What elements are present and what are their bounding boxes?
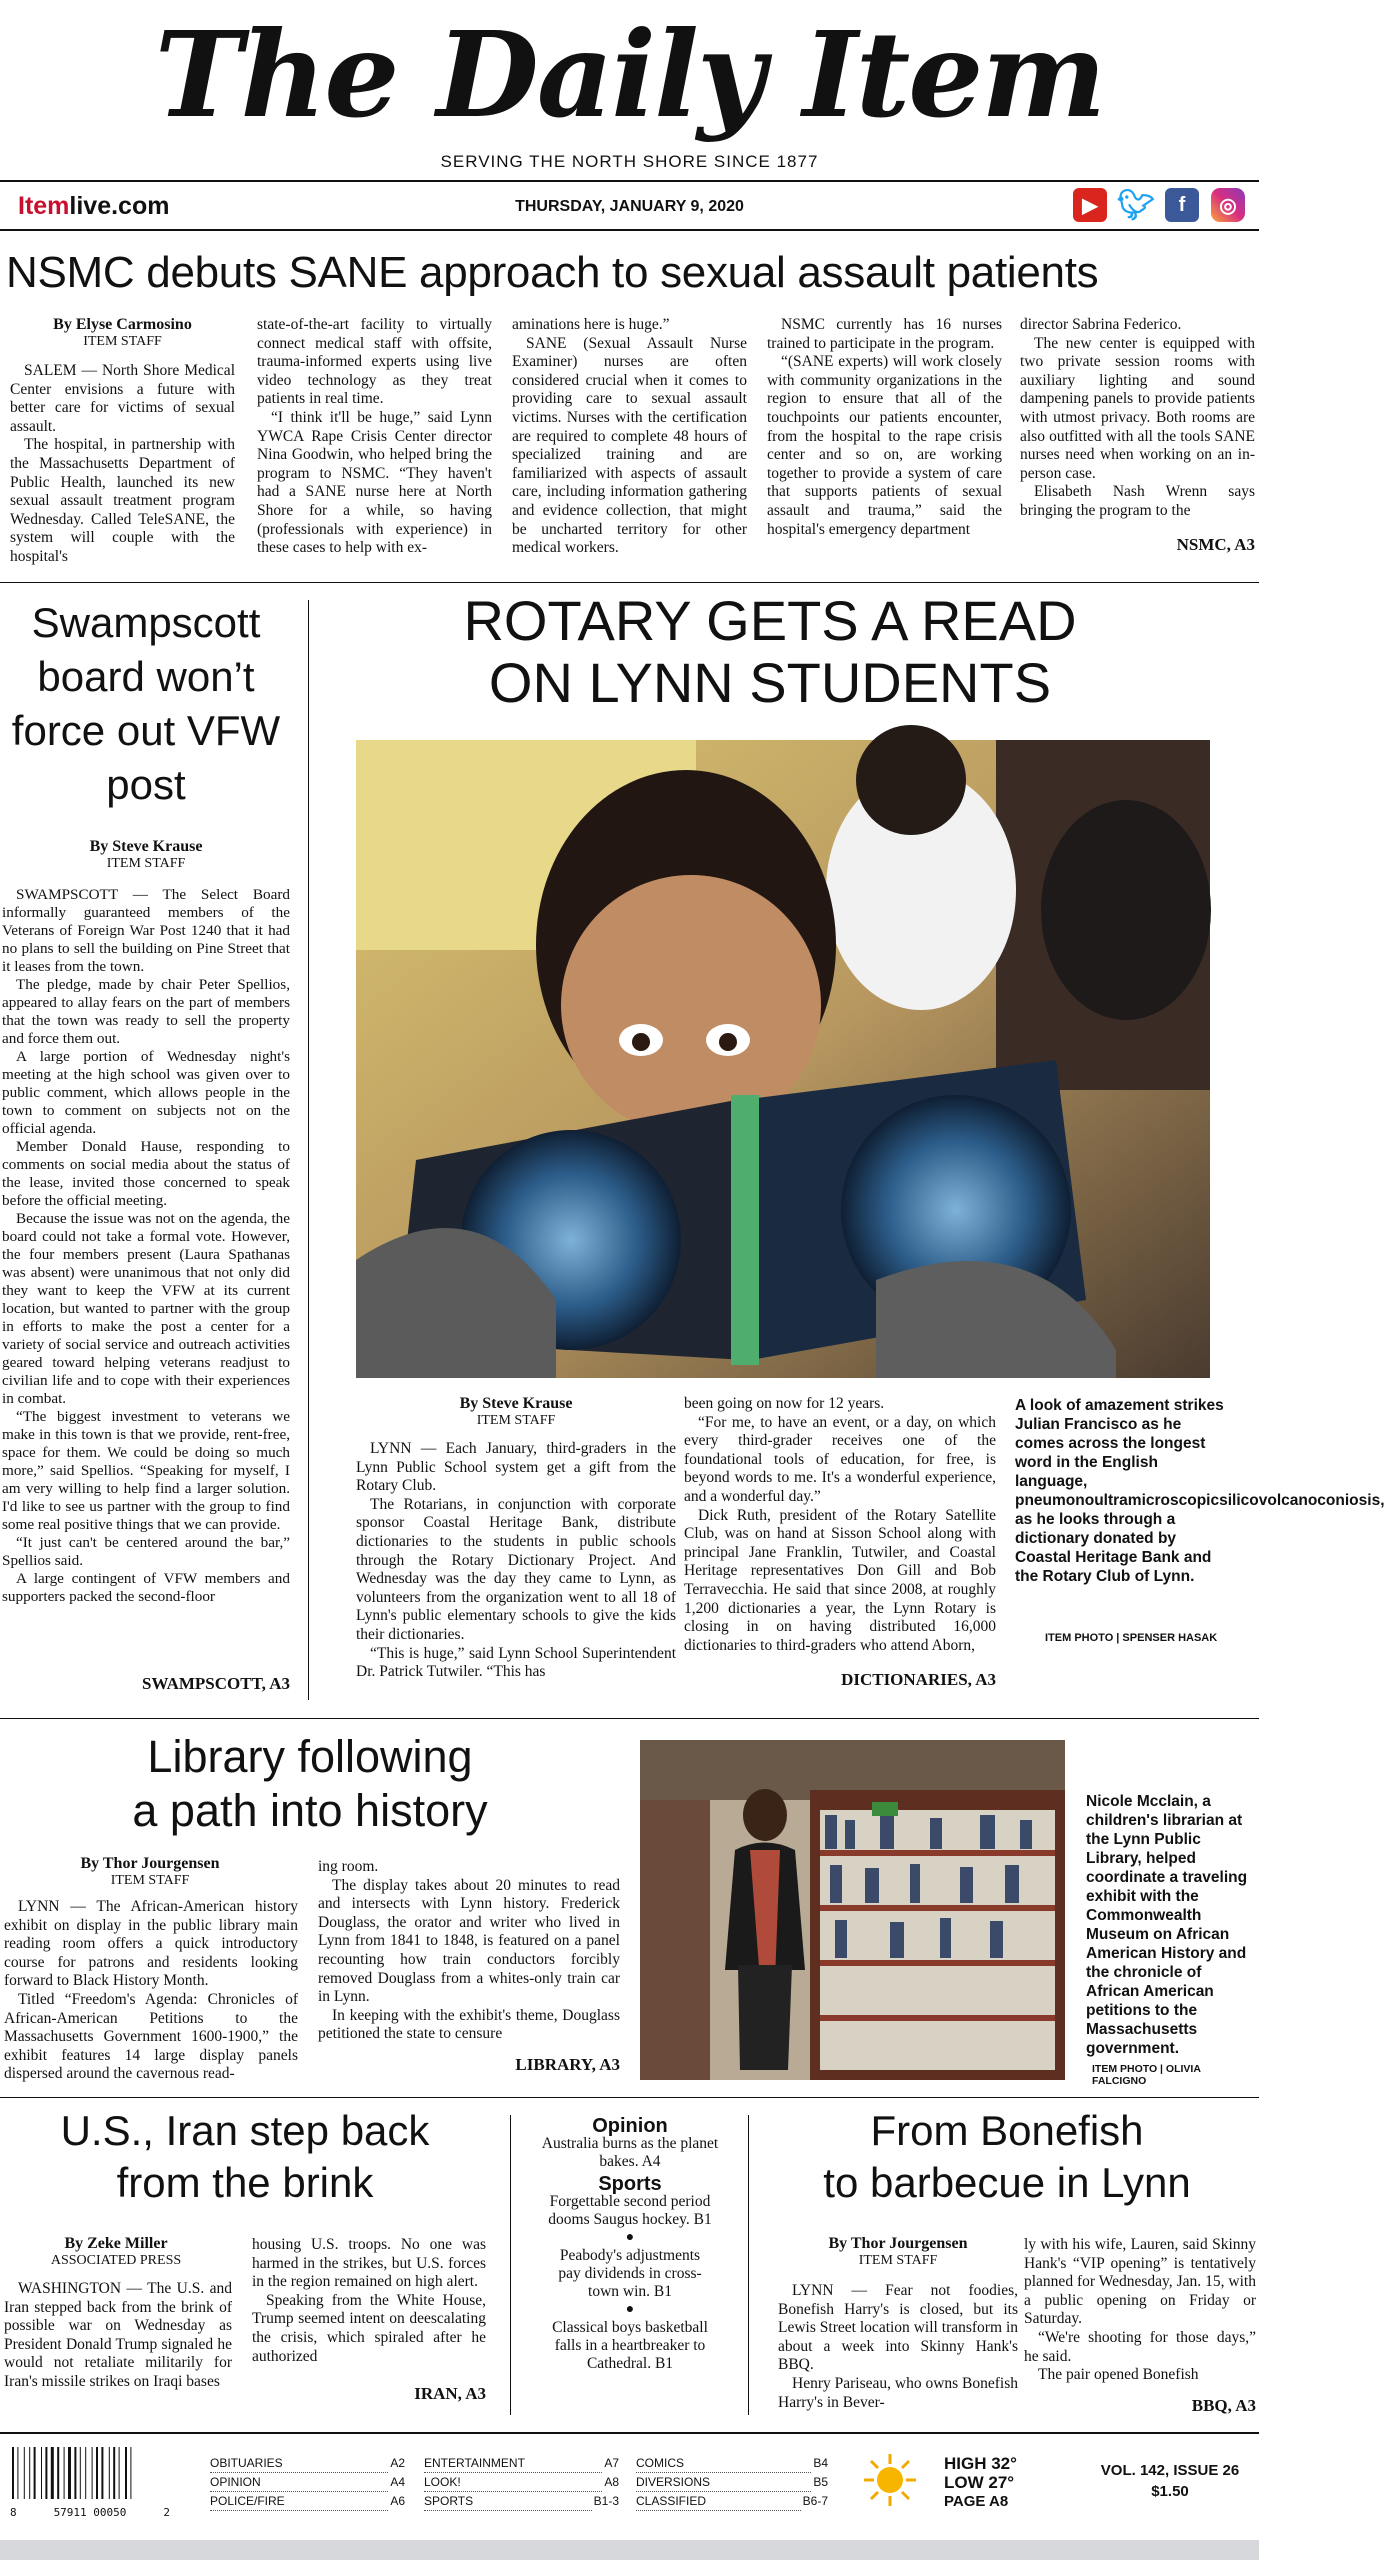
weather [944, 2454, 1054, 2511]
vfw-paragraph: A large portion of Wednesday night's meeting at the high school was given over to public comment, which allows people in the town to comment on subjects not on the official agenda. [2, 1048, 290, 1137]
column-rule [308, 600, 309, 1700]
lead-col-2 [257, 316, 492, 558]
youtube-icon[interactable]: ▶ [1073, 188, 1107, 222]
iran-paragraph: housing U.S. troops. No one was harmed in the strikes, but U.S. forces in the region remained on high alert. [252, 2236, 486, 2291]
iran-headline [0, 2105, 490, 2209]
social-links [1073, 188, 1245, 222]
library-col-1 [4, 1898, 298, 2084]
bonefish-byline: By Thor Jourgensen [828, 2235, 968, 2252]
library-paragraph: ing room. [318, 1858, 379, 1875]
lead-paragraph: NSMC currently has 16 nurses trained to participate in the program. [767, 316, 1002, 352]
barcode-digits: 57911 00050 [53, 2506, 127, 2519]
bonefish-headline-line-2: to barbecue in Lynn [823, 2159, 1191, 2206]
library-headline [60, 1730, 560, 1838]
iran-col-1 [4, 2280, 232, 2392]
vfw-paragraph: The pledge, made by chair Peter Spellios, appeared to allay fears on the part of members that the town was ready to sell the property and force them out. [2, 976, 290, 1047]
index-column-1 [210, 2454, 405, 2511]
lead-paragraph: Elisabeth Nash Wrenn says bringing the program to the [1020, 483, 1255, 519]
lead-paragraph: director Sabrina Federico. [1020, 316, 1182, 333]
masthead-rule [0, 180, 1259, 182]
library-photo [640, 1740, 1065, 2080]
library-byline-block [0, 1855, 300, 1889]
librarian-photo [640, 1740, 1065, 2080]
bonefish-paragraph: ly with his wife, Lauren, said Skinny Hank's “VIP opening” is tentatively planned for Wednesday, Jan. 15, with a public opening on Friday or Saturday. [1024, 2236, 1256, 2328]
lead-paragraph: SANE (Sexual Assault Nurse Examiner) nurses are often considered crucial when it comes to providing care to sexual assault victims. Nurses with the certification are required to complete 48 hours of specialized training and are familiarized with aspects of assault care, including information gathering and evidence collection, that might be uncharted territory for other medical workers. [512, 334, 747, 557]
index-entry[interactable]: ENTERTAINMENT A7 [424, 2454, 619, 2473]
rotary-paragraph: LYNN — Each January, third-graders in the Lynn Public School system get a gift from the Rotary Club. [356, 1440, 676, 1495]
vfw-headline: Swampscott board won’t force out VFW post [11, 599, 281, 808]
bonefish-byline-block [778, 2235, 1018, 2269]
bonefish-paragraph: The pair opened Bonefish [1038, 2366, 1199, 2384]
barcode-icon [10, 2447, 170, 2501]
lead-col-4 [767, 316, 1002, 539]
lead-headline: NSMC debuts SANE approach to sexual assault patients [6, 248, 1099, 297]
lead-col-1 [10, 362, 235, 567]
index-column-2 [424, 2454, 619, 2511]
opinion-section-title: Opinion [592, 2115, 668, 2137]
library-credit: ITEM PHOTO | OLIVIA FALCIGNO [1092, 2063, 1201, 2087]
site-name-red: Item [18, 192, 70, 220]
vfw-byline-block [0, 838, 292, 872]
lead-byline: By Elyse Carmosino [53, 316, 192, 333]
rotary-credit: ITEM PHOTO | SPENSER HASAK [1045, 1632, 1218, 1644]
bullet-icon: ● [625, 2230, 635, 2245]
bonefish-col-1 [778, 2282, 1018, 2412]
lead-paragraph: The hospital, in partnership with the Massachusetts Department of Public Health, launched its new sexual assault treatment program Wednesday. Called TeleSANE, the system will couple with the hospital's [10, 436, 235, 565]
rotary-byline-block [356, 1395, 676, 1429]
lead-paragraph: SALEM — North Shore Medical Center envisions a future with better care for victims of sexual assault. [10, 362, 235, 435]
column-rule [748, 2115, 749, 2415]
bonefish-paragraph: LYNN — Fear not foodies, Bonefish Harry's is closed, but its Lewis Street location will transform in about a week into Skinny Hank's BBQ. [778, 2282, 1018, 2374]
iran-byline-block [0, 2235, 232, 2269]
library-paragraph: In keeping with the exhibit's theme, Douglass petitioned the state to censure [318, 2006, 620, 2043]
iran-headline-line-2: from the brink [116, 2159, 374, 2206]
library-headline-line-1: Library following [147, 1731, 473, 1782]
lead-jump[interactable]: NSMC, A3 [1176, 535, 1255, 554]
rotary-paragraph: The Rotarians, in conjunction with corporate sponsor Coastal Heritage Bank, distribute dictionaries to the students in public schools through the Rotary Dictionary Project. And Wednesday was the day they came to Lynn, as volunteers from the organization went to all 18 of Lynn's public elementary schools to give the kids their dictionaries. [356, 1495, 676, 1643]
weather-page[interactable]: PAGE A8 [944, 2493, 1009, 2510]
column-rule [510, 2115, 511, 2415]
index-entry[interactable]: CLASSIFIED B6-7 [636, 2492, 828, 2511]
library-byline: By Thor Jourgensen [80, 1855, 220, 1872]
library-col-2 [318, 1858, 620, 2044]
lead-col-5 [1020, 316, 1255, 521]
site-name-black: live.com [69, 192, 170, 220]
vfw-jump[interactable]: SWAMPSCOTT, A3 [142, 1674, 290, 1693]
tagline: SERVING THE NORTH SHORE SINCE 1877 [440, 152, 819, 171]
twitter-icon[interactable]: 🐦︎ [1116, 188, 1156, 222]
opinion-teaser[interactable]: Australia burns as the planet bakes. A4 [541, 2135, 719, 2170]
bonefish-staff: ITEM STAFF [858, 2253, 938, 2268]
lead-col-3 [512, 316, 747, 558]
library-jump[interactable]: LIBRARY, A3 [515, 2055, 620, 2074]
library-headline-line-2: a path into history [132, 1785, 488, 1836]
iran-jump[interactable]: IRAN, A3 [414, 2384, 486, 2403]
lead-paragraph: “(SANE experts) will work closely with community organizations in the region to ensure that all of the touchpoints our patients encounter, from the hospital to the rape crisis center and so on, are working together to provide a system of care that supports patients of sexual assault and trauma,” said the hospital's emergency department [767, 353, 1002, 538]
iran-byline: By Zeke Miller [64, 2235, 168, 2252]
library-paragraph: The display takes about 20 minutes to read and intersects with Lynn history. Frederick Douglass, the orator and writer who lived in Lynn from 1841 to 1848, is featured on a panel recounting how train conductors forcibly removed Douglass from a whites-only train car in Lynn. [318, 1876, 620, 2006]
rotary-jump[interactable]: DICTIONARIES, A3 [841, 1670, 996, 1689]
lead-byline-block [10, 316, 235, 350]
rotary-col-2 [684, 1395, 996, 1655]
library-caption: Nicole Mcclain, a children's librarian at the Lynn Public Library, helped coordinate a traveling exhibit with the Commonwealth Museum on African American History and the chronicle of African American petitions to the Massachusetts government. [1086, 1793, 1248, 2057]
iran-paragraph: WASHINGTON — The U.S. and Iran stepped back from the brink of possible war on Wednesday as President Donald Trump signaled he would not retaliate militarily for Iran's missile strikes on Iraqi bases [4, 2280, 232, 2390]
vfw-paragraph: A large contingent of VFW members and supporters packed the second-floor [2, 1570, 290, 1605]
inside-teasers [520, 2113, 740, 2373]
weather-low: LOW 27° [944, 2473, 1015, 2492]
rotary-paragraph: been going on now for 12 years. [684, 1395, 885, 1412]
library-paragraph: LYNN — The African-American history exhibit on display in the public library main reading room offers a quick introductory course for patrons and residents looking forward to Black History Month. [4, 1898, 298, 1990]
index-entry[interactable]: OPINION A4 [210, 2473, 405, 2492]
rotary-paragraph: Dick Ruth, president of the Rotary Satellite Club, was on hand at Sisson School along with principal Jane Franklin, Tutwiler, and Coastal Heritage representatives Don Gill and Bob Terravecchia. He said that since 2008, at roughly 1,200 dictionaries a year, the Lynn Rotary is closing in on having distributed 16,000 dictionaries to third-graders who attend Aborn, [684, 1506, 996, 1654]
library-staff: ITEM STAFF [110, 1873, 190, 1888]
index-entry[interactable]: LOOK! A8 [424, 2473, 619, 2492]
barcode-left-digit: 8 [10, 2506, 17, 2519]
issue-info [1090, 2462, 1250, 2500]
sports-teaser[interactable]: Peabody's adjustments pay dividends in cross-town win. B1 [558, 2247, 702, 2300]
bonefish-paragraph: Henry Pariseau, who owns Bonefish Harry's in Bever- [778, 2374, 1019, 2411]
vfw-byline: By Steve Krause [89, 838, 203, 855]
rotary-byline: By Steve Krause [459, 1395, 573, 1412]
index-entry[interactable]: POLICE/FIRE A6 [210, 2492, 405, 2511]
lead-paragraph: state-of-the-art facility to virtually connect medical staff with offsite, trauma-informed experts using live video technology as they treat patients in real time. [257, 316, 492, 408]
rotary-paragraph: “This is huge,” said Lynn School Superintendent Dr. Patrick Tutwiler. “This has [356, 1644, 676, 1681]
vfw-staff: ITEM STAFF [106, 856, 186, 871]
iran-headline-line-1: U.S., Iran step back [60, 2107, 430, 2154]
index-column-3 [636, 2454, 828, 2511]
iran-col-2 [252, 2236, 486, 2366]
vfw-paragraph: “The biggest investment to veterans we make in this town is that we provide, rent-free, space for them. We could be doing so much more,” said Spellios. “Speaking for myself, I am very willing to help find a larger solution. I'd like to see us partner with the group to find some real positive things that we can provide. [2, 1408, 290, 1533]
vfw-paragraph: “It just can't be centered around the bar,” Spellios said. [2, 1534, 290, 1569]
sports-teaser[interactable]: Classical boys basketball falls in a heartbreaker to Cathedral. B1 [552, 2319, 708, 2372]
lead-paragraph: “I think it'll be huge,” said Lynn YWCA Rape Crisis Center director Nina Goodwin, who helped bring the program to NSMC. “They haven't had a SANE nurse here at North Shore for a while, so having (professionals with experience) in these cases to help with ex- [257, 408, 492, 557]
iran-paragraph: Speaking from the White House, Trump seemed intent on deescalating the crisis, which spiraled after he authorized [252, 2291, 486, 2365]
index-entry[interactable]: OBITUARIES A2 [210, 2454, 405, 2473]
rotary-col-1 [356, 1440, 676, 1682]
weather-high: HIGH 32° [944, 2454, 1017, 2473]
iran-staff: ASSOCIATED PRESS [50, 2253, 182, 2268]
bonefish-headline-line-1: From Bonefish [870, 2107, 1144, 2154]
bullet-icon: ● [625, 2302, 635, 2317]
lead-staff: ITEM STAFF [83, 334, 162, 349]
lead-paragraph: The new center is equipped with two private session rooms with auxiliary lighting and sound dampening panels to provide patients with utmost privacy. Both rooms are also outfitted with all the tools SANE nurses need when working on an in-person case. [1020, 334, 1255, 482]
bottom-strip [0, 2540, 1259, 2560]
dateline: THURSDAY, JANUARY 9, 2020 [515, 198, 744, 215]
sports-teaser[interactable]: Forgettable second period dooms Saugus hockey. B1 [548, 2193, 712, 2228]
section-rule [0, 1718, 1259, 1719]
newspaper-title: The Daily Item [154, 5, 1105, 144]
rotary-caption: A look of amazement strikes Julian Francisco as he comes across the longest word in the English language, pneumonoultramicroscopicsilicovolcanoconiosis, as he looks through a dictionary donated by Coastal Heritage Bank and the Rotary Club of Lynn. [1015, 1397, 1385, 1585]
index-entry[interactable]: DIVERSIONS B5 [636, 2473, 828, 2492]
sun-icon [860, 2450, 920, 2510]
dateline-rule [0, 229, 1259, 231]
vfw-paragraph: Member Donald Hause, responding to comments on social media about the status of the lease, invited those concerned to speak before the official meeting. [2, 1138, 290, 1209]
barcode-right-digit: 2 [163, 2506, 170, 2519]
facebook-icon[interactable]: f [1165, 188, 1199, 222]
vfw-body [2, 886, 290, 1606]
price: $1.50 [1151, 2483, 1189, 2500]
rotary-staff: ITEM STAFF [476, 1413, 556, 1428]
index-entry[interactable]: SPORTS B1-3 [424, 2492, 619, 2511]
rotary-headline-line-2: ON LYNN STUDENTS [488, 651, 1052, 714]
masthead [0, 0, 1259, 180]
vfw-paragraph: Because the issue was not on the agenda, the board could not take a formal vote. However, the four members present (Laura Spathanas was absent) were unanimous that not only did they want to keep the VFW at its current location, but wanted to partner with the group in efforts to make the post a center for a variety of social service and outreach activities geared toward helping veterans readjust to civilian life and to cope with their experiences in combat. [2, 1210, 290, 1407]
volume-issue: VOL. 142, ISSUE 26 [1100, 2462, 1240, 2479]
section-rule [0, 2097, 1259, 2098]
bonefish-headline [758, 2105, 1256, 2209]
rotary-paragraph: “For me, to have an event, or a day, on which every third-grader receives one of the foundational tools of education, for free, is beyond words to me. It's a wonderful experience, and a wonderful day.” [684, 1413, 996, 1505]
boy-reading-photo [356, 740, 1210, 1378]
library-paragraph: Titled “Freedom's Agenda: Chronicles of African-American Petitions to the Massachusetts Government 1600-1900,” the exhibit features 14 large display panels dispersed around the cavernous read- [4, 1990, 298, 2083]
section-rule [0, 582, 1259, 583]
rotary-photo [356, 740, 1210, 1378]
vfw-paragraph: SWAMPSCOTT — The Select Board informally guaranteed members of the Veterans of Foreign War Post 1240 that it had no plans to sell the building on Pine Street that it leases from the town. [2, 886, 290, 975]
bonefish-col-2 [1024, 2236, 1256, 2385]
instagram-icon[interactable]: ◎ [1211, 188, 1245, 222]
index-entry[interactable]: COMICS B4 [636, 2454, 828, 2473]
footer-rule [0, 2432, 1259, 2434]
rotary-headline-line-1: ROTARY GETS A READ [463, 589, 1077, 652]
lead-paragraph: aminations here is huge.” [512, 316, 670, 333]
barcode [10, 2447, 175, 2517]
bonefish-jump[interactable]: BBQ, A3 [1191, 2396, 1256, 2415]
bonefish-paragraph: “We're shooting for those days,” he said. [1024, 2328, 1256, 2365]
rotary-headline [320, 590, 1220, 714]
sports-section-title: Sports [598, 2173, 662, 2195]
